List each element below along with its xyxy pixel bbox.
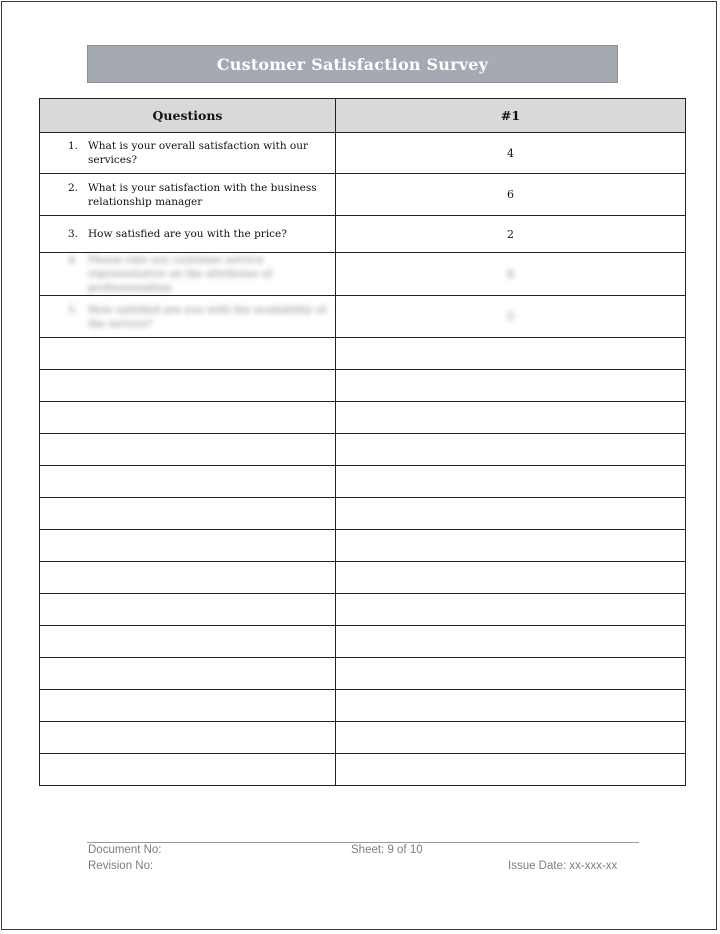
empty-answer-cell	[336, 594, 686, 626]
empty-answer-cell	[336, 754, 686, 786]
empty-row	[40, 498, 686, 530]
question-text: What is your satisfaction with the business relationship manager	[88, 181, 317, 208]
document-number-label: Document No:	[88, 844, 162, 856]
empty-question-cell	[40, 434, 336, 466]
question-cell	[40, 253, 336, 296]
question-number: 1.	[68, 140, 79, 152]
empty-row	[40, 562, 686, 594]
table-row	[40, 174, 686, 216]
issue-date: Issue Date: xx-xxx-xx	[508, 860, 618, 872]
question-cell	[40, 174, 336, 216]
title-banner	[87, 45, 618, 83]
table-header-row	[40, 99, 686, 133]
empty-question-cell	[40, 338, 336, 370]
empty-answer-cell	[336, 690, 686, 722]
question-text: How satisfied are you with the price?	[88, 228, 287, 240]
empty-question-cell	[40, 626, 336, 658]
empty-row	[40, 722, 686, 754]
empty-row	[40, 338, 686, 370]
table-row-blurred	[40, 296, 686, 338]
answer-cell	[336, 296, 686, 338]
empty-answer-cell	[336, 722, 686, 754]
response-header: #1	[336, 99, 686, 133]
page-title: Customer Satisfaction Survey	[216, 54, 489, 74]
empty-row	[40, 466, 686, 498]
footer-divider	[87, 842, 639, 843]
question-text: Please rate our customer service representative on the attributes of professionalism	[88, 254, 272, 294]
empty-answer-cell	[336, 434, 686, 466]
table-row	[40, 216, 686, 253]
table-row-blurred	[40, 253, 686, 296]
question-text: What is your overall satisfaction with our services?	[88, 140, 309, 166]
empty-answer-cell	[336, 562, 686, 594]
empty-question-cell	[40, 594, 336, 626]
revision-number-label: Revision No:	[88, 860, 154, 872]
empty-question-cell	[40, 562, 336, 594]
empty-question-cell	[40, 530, 336, 562]
answer-value: 5	[507, 310, 514, 323]
empty-question-cell	[40, 370, 336, 402]
answer-value: 8	[507, 267, 514, 281]
empty-question-cell	[40, 722, 336, 754]
empty-answer-cell	[336, 530, 686, 562]
question-cell	[40, 216, 336, 253]
empty-question-cell	[40, 402, 336, 434]
empty-row	[40, 434, 686, 466]
empty-row	[40, 690, 686, 722]
empty-row	[40, 370, 686, 402]
empty-row	[40, 530, 686, 562]
empty-answer-cell	[336, 338, 686, 370]
table-row	[40, 133, 686, 174]
answer-cell	[336, 253, 686, 296]
empty-answer-cell	[336, 466, 686, 498]
answer-cell: 4	[336, 133, 686, 174]
empty-row	[40, 402, 686, 434]
survey-table	[39, 98, 686, 786]
empty-row	[40, 658, 686, 690]
empty-answer-cell	[336, 402, 686, 434]
question-number: 2.	[68, 181, 79, 194]
question-text: How satisfied are you with the availability of the service?	[88, 303, 326, 330]
sheet-number: Sheet: 9 of 10	[351, 844, 423, 856]
empty-answer-cell	[336, 658, 686, 690]
empty-answer-cell	[336, 626, 686, 658]
empty-row	[40, 754, 686, 786]
question-cell	[40, 296, 336, 338]
question-number: 5.	[68, 303, 79, 316]
questions-header: Questions	[40, 99, 336, 133]
empty-question-cell	[40, 658, 336, 690]
empty-row	[40, 626, 686, 658]
survey-page	[1, 1, 717, 930]
empty-answer-cell	[336, 498, 686, 530]
empty-row	[40, 594, 686, 626]
question-cell	[40, 133, 336, 174]
empty-answer-cell	[336, 370, 686, 402]
empty-question-cell	[40, 754, 336, 786]
answer-cell: 6	[336, 174, 686, 216]
empty-question-cell	[40, 690, 336, 722]
empty-question-cell	[40, 466, 336, 498]
question-number: 4.	[68, 254, 79, 266]
question-number: 3.	[68, 228, 79, 240]
empty-question-cell	[40, 498, 336, 530]
answer-cell: 2	[336, 216, 686, 253]
